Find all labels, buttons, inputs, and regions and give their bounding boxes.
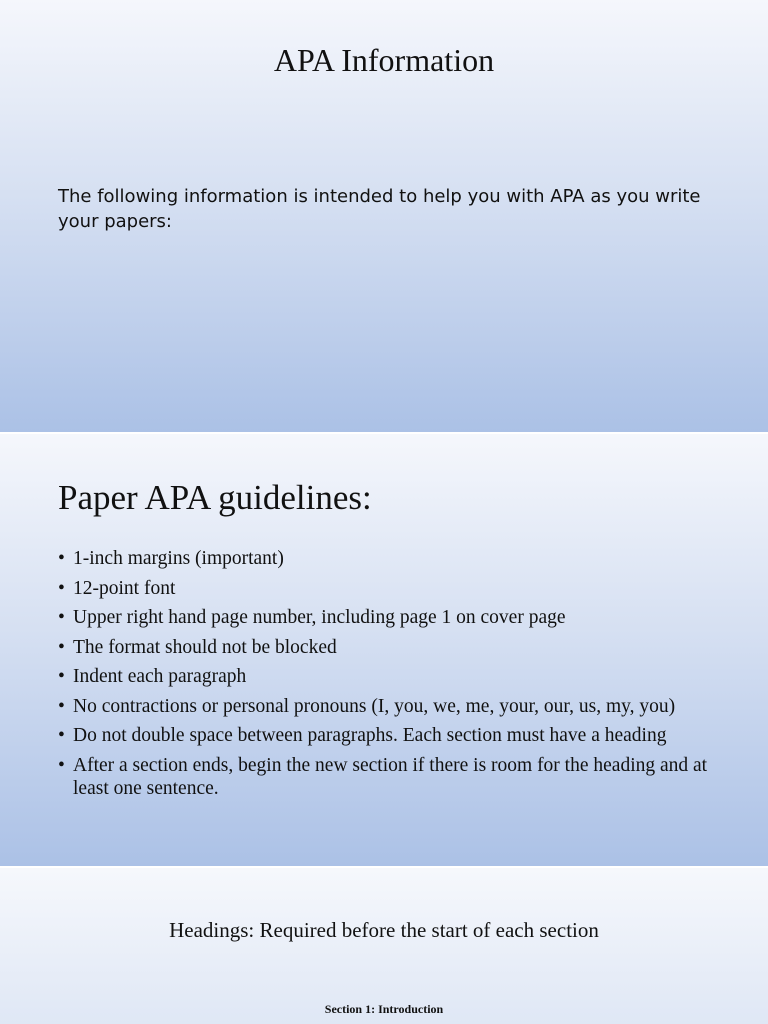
slide-headings <box>0 868 768 1024</box>
bullet-icon: • <box>58 725 65 746</box>
list-item <box>58 547 718 570</box>
list-item-text: Upper right hand page number, including page 1 on cover page <box>73 607 566 628</box>
list-item-text: Indent each paragraph <box>73 666 247 687</box>
list-item-text: The format should not be blocked <box>73 636 337 658</box>
list-item-text: No contractions or personal pronouns (I, you, we, me, your, our, us, my, you) <box>73 695 676 717</box>
slide-apa-information <box>0 0 768 432</box>
list-item-text: After a section ends, begin the new section if there is room for the heading and at least one sentence. <box>73 754 708 799</box>
list-item <box>58 636 718 659</box>
slide-title: Paper APA guidelines: <box>58 478 372 517</box>
list-item <box>58 606 718 629</box>
slide-title: Headings: Required before the start of each section <box>169 918 599 942</box>
list-item-text: 12-point font <box>73 577 176 599</box>
list-item <box>58 665 718 688</box>
list-item-text: Do not double space between paragraphs. Each section must have a heading <box>73 725 667 746</box>
list-item <box>58 577 718 600</box>
section-heading-example: Section 1: Introduction <box>324 1002 444 1016</box>
slide-paper-guidelines <box>0 434 768 866</box>
list-item <box>58 695 718 718</box>
bullet-icon: • <box>58 666 65 687</box>
guidelines-list <box>58 547 718 806</box>
list-item <box>58 754 718 800</box>
bullet-icon: • <box>58 577 65 599</box>
slide-body-text: The following information is intended to help you with APA as you write your papers: <box>58 186 701 232</box>
bullet-icon: • <box>58 548 65 569</box>
bullet-icon: • <box>58 636 65 658</box>
slide-title: APA Information <box>273 42 495 78</box>
bullet-icon: • <box>58 695 65 717</box>
bullet-icon: • <box>58 754 65 776</box>
bullet-icon: • <box>58 607 65 628</box>
list-item-text: 1-inch margins (important) <box>73 548 284 569</box>
list-item <box>58 724 718 747</box>
